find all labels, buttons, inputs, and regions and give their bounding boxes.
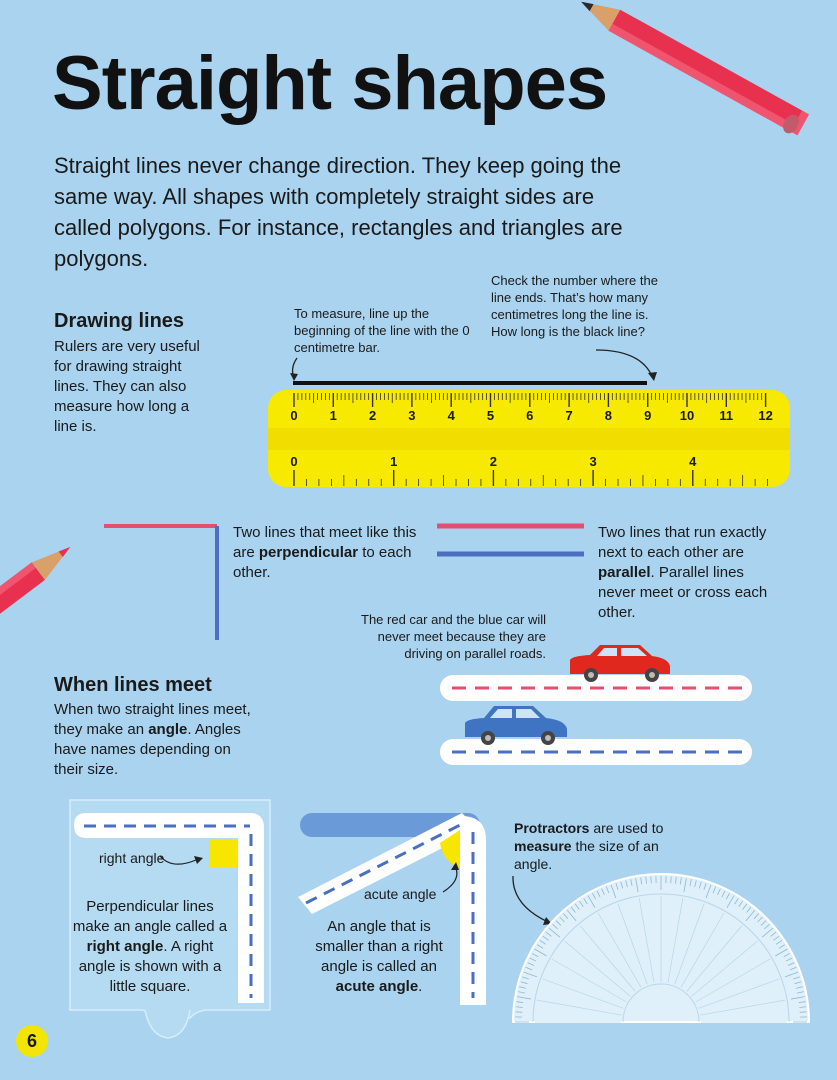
ruler-cm-label: 3 bbox=[408, 408, 416, 423]
right-angle-label: right angle bbox=[99, 850, 165, 866]
ruler-inch-label: 2 bbox=[489, 454, 498, 469]
acute-angle-label: acute angle bbox=[364, 886, 437, 902]
ruler-cm-label: 2 bbox=[368, 408, 377, 423]
acute-angle-text: An angle that is smaller than a right angle is called an acute angle. bbox=[315, 918, 443, 995]
ruler-inch-label: 4 bbox=[689, 454, 697, 469]
ruler-cm-label: 4 bbox=[447, 408, 455, 423]
check-note: Check the number where the line ends. That’s how many centimetres long the line is. How long is the black line? bbox=[491, 273, 658, 339]
ruler-cm-label: 1 bbox=[329, 408, 337, 423]
right-angle-square bbox=[209, 839, 237, 867]
pencil-icon bbox=[0, 538, 77, 633]
perpendicular-term: perpendicular bbox=[258, 544, 359, 561]
ruler-cm-label: 7 bbox=[565, 408, 573, 423]
pencil-icon bbox=[575, 0, 809, 135]
perpendicular-text: Two lines that meet like this are perpendicular to each other. bbox=[233, 524, 417, 581]
ruler-cm-label: 5 bbox=[486, 408, 495, 423]
ruler-cm-label: 11 bbox=[719, 408, 734, 423]
ruler-inch-label: 0 bbox=[290, 454, 298, 469]
ruler-cm-label: 6 bbox=[526, 408, 534, 423]
drawing-lines-text: Rulers are very useful for drawing straight lines. They can also measure how long a line is. bbox=[54, 338, 200, 435]
cars-note: The red car and the blue car will never meet because they are driving on parallel roads. bbox=[361, 612, 546, 661]
protractor-text: Protractors are used to measure the size of an angle. bbox=[514, 820, 664, 872]
ruler-inch-label: 3 bbox=[589, 454, 597, 469]
drawing-lines-heading: Drawing lines bbox=[54, 310, 185, 332]
measure-note: To measure, line up the beginning of the line with the 0 centimetre bar. bbox=[294, 306, 470, 355]
ruler-cm-label: 9 bbox=[644, 408, 652, 423]
right-angle-text: Perpendicular lines make an angle called a right angle. A right angle is shown with a little square. bbox=[72, 898, 228, 995]
intro-paragraph: Straight lines never change direction. They keep going the same way. All shapes with completely straight sides are called polygons. For instance, rectangles and triangles are polygons. bbox=[54, 153, 623, 271]
parallel-term: parallel bbox=[598, 564, 651, 581]
page-number: 6 bbox=[16, 1025, 48, 1057]
parallel-text: Two lines that run exactly next to each other are parallel. Parallel lines never meet or cross each other. bbox=[598, 524, 768, 621]
ruler-cm-label: 0 bbox=[290, 408, 298, 423]
when-lines-meet-text: When two straight lines meet, they make an angle. Angles have names depending on their size. bbox=[54, 701, 251, 778]
protractor-icon bbox=[513, 874, 809, 1022]
ruler-cm-label: 10 bbox=[679, 408, 695, 423]
page-title: Straight shapes bbox=[52, 41, 608, 126]
ruler bbox=[268, 390, 790, 487]
when-lines-meet-heading: When lines meet bbox=[54, 674, 212, 696]
ruler-cm-label: 8 bbox=[604, 408, 613, 423]
ruler-cm-label: 12 bbox=[758, 408, 773, 423]
ruler-inch-label: 1 bbox=[390, 454, 398, 469]
